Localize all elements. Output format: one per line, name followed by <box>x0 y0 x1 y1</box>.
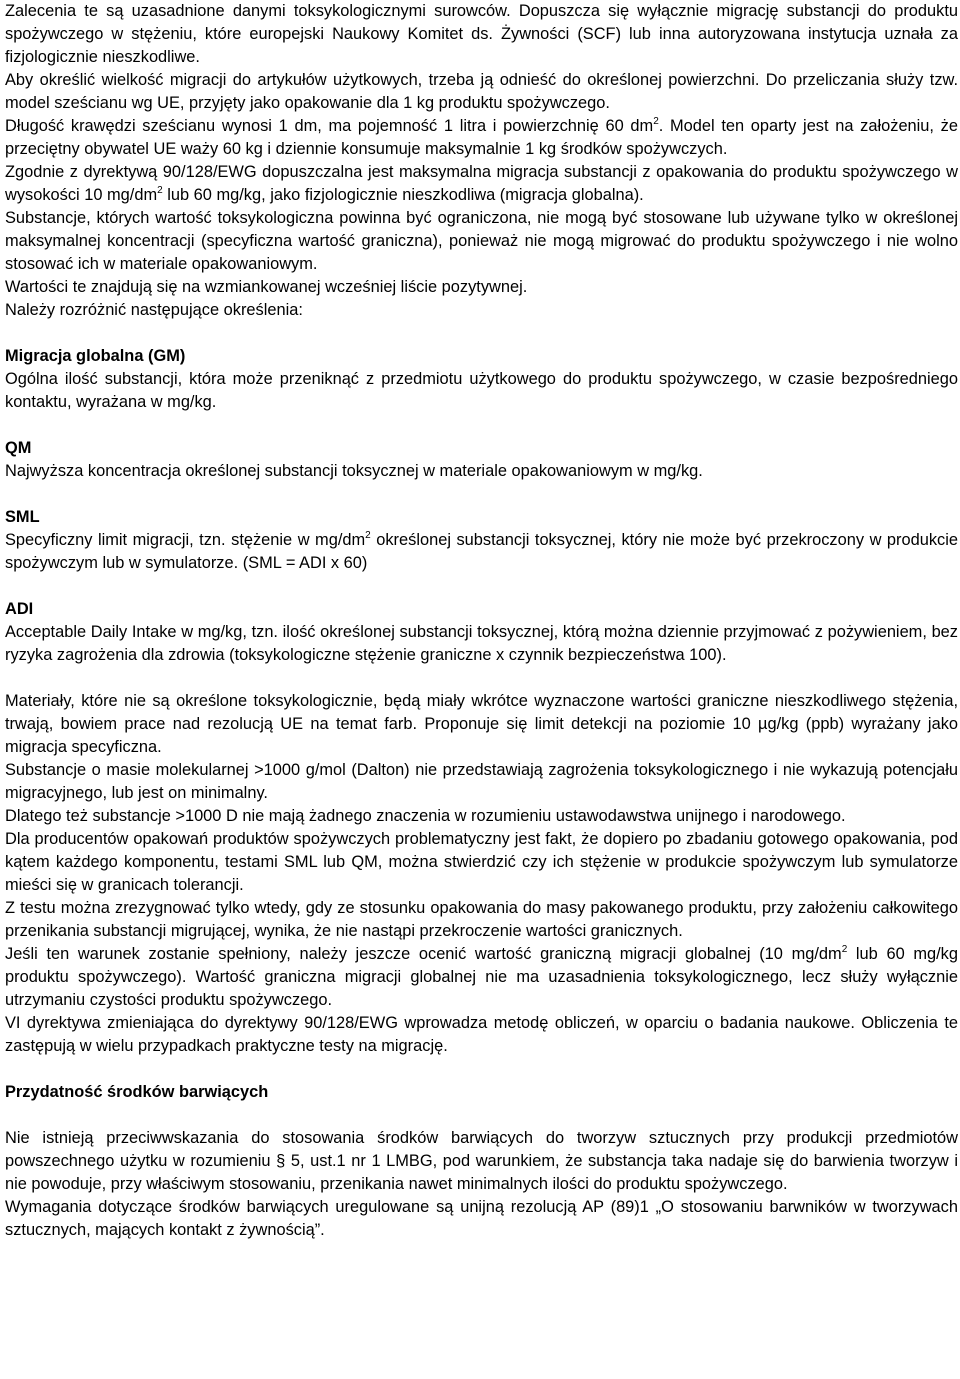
document-page <box>5 0 958 1242</box>
spacer <box>5 322 958 345</box>
spacer <box>5 667 958 690</box>
spacer <box>5 575 958 598</box>
paragraph-colorants-use: Nie istnieją przeciwwskazania do stosowania środków barwiących do tworzyw sztucznych przy produkcji przedmiotów powszechnego użytku w rozumieniu § 5, ust.1 nr 1 LMBG, pod warunkiem, że substancja taka nadaje się do barwienia tworzyw i nie powoduje, przy właściwym stosowaniu, przenikania nawet minimalnych ilości do produktu spożywczego. <box>5 1129 958 1193</box>
text-run: Jeśli ten warunek zostanie spełniony, należy jeszcze ocenić wartość graniczną migracji globalnej (10 mg/dm <box>5 945 842 963</box>
superscript: 2 <box>157 185 163 196</box>
heading-qm: QM <box>5 439 32 457</box>
heading-adi: ADI <box>5 600 34 618</box>
paragraph-directive-amendment: VI dyrektywa zmieniająca do dyrektywy 90/128/EWG wprowadza metodę obliczeń, w oparciu o badania naukowe. Obliczenia te zastępują w wielu przypadkach praktyczne testy na migrację. <box>5 1014 958 1055</box>
definition-adi: Acceptable Daily Intake w mg/kg, tzn. ilość określonej substancji toksycznej, którą można dziennie przyjmować z pożywieniem, bez ryzyka zagrożenia dla zdrowia (toksykologiczne stężenie graniczne x czynnik bezpieczeństwa 100). <box>5 623 958 664</box>
superscript: 2 <box>365 530 371 541</box>
text-run: określonej substancji toksycznej, który nie może być przekroczony w produkcie spożywczym lub w symulatorze. (SML = ADI x 60) <box>5 531 958 572</box>
spacer <box>5 414 958 437</box>
text-run: . Model ten oparty jest na założeniu, że przeciętny obywatel UE waży 60 kg i dziennie konsumuje maksymalnie 1 kg środków spożywczych. <box>5 117 958 158</box>
paragraph-producers: Dla producentów opakowań produktów spożywczych problematyczny jest fakt, że dopiero po zbadaniu gotowego opakowania, pod kątem każdego komponentu, testami SML lub QM, można stwierdzić czy ich stężenie w produkcie spożywczym lub symulatorze mieści się w granicach tolerancji. <box>5 830 958 894</box>
paragraph-colorants-resolution: Wymagania dotyczące środków barwiących uregulowane są unijną rezolucją AP (89)1 „O stosowaniu barwników w tworzywach sztucznych, mających kontakt z żywnością”. <box>5 1198 958 1239</box>
text-run: Specyficzny limit migracji, tzn. stężenie w mg/dm <box>5 531 366 549</box>
heading-colorants: Przydatność środków barwiących <box>5 1083 269 1101</box>
paragraph-restricted-substances: Substancje, których wartość toksykologiczna powinna być ograniczona, nie mogą być stosowane lub używane tylko w określonej maksymalnej koncentracji (specyficzna wartość graniczna), ponieważ nie mogą migrować do produktu spożywczego i nie wolno stosować ich w materiale opakowaniowym. <box>5 209 958 273</box>
heading-global-migration: Migracja globalna (GM) <box>5 347 186 365</box>
text-run: Zgodnie z dyrektywą 90/128/EWG dopuszczalna jest maksymalna migracja substancji z opakowania do produktu spożywczego w wysokości 10 mg/dm <box>5 163 958 204</box>
paragraph-test-waiver: Z testu można zrezygnować tylko wtedy, gdy ze stosunku opakowania do masy pakowanego produktu, przy założeniu całkowitego przenikania substancji migrującej, wynika, że nie nastąpi przekroczenie wartości granicznych. <box>5 899 958 940</box>
spacer <box>5 1104 958 1127</box>
superscript: 2 <box>841 944 848 955</box>
definition-global-migration: Ogólna ilość substancji, która może przeniknąć z przedmiotu użytkowego do produktu spożywczego, w czasie bezpośredniego kontaktu, wyrażana w mg/kg. <box>5 370 958 411</box>
spacer <box>5 1058 958 1081</box>
paragraph-migration-surface: Aby określić wielkość migracji do artykułów użytkowych, trzeba ją odnieść do określonej powierzchni. Do przeliczania służy tzw. model sześcianu wg UE, przyjęty jako opakowanie dla 1 kg produktu spożywczego. <box>5 71 958 112</box>
paragraph-directive-limit <box>5 161 958 207</box>
paragraph-untested-materials: Materiały, które nie są określone toksykologicznie, będą miały wkrótce wyznaczone wartości graniczne nieszkodliwego stężenia, trwają, bowiem prace nad rezolucją UE na temat farb. Proponuje się limit detekcji na poziomie 10 µg/kg (ppb) wyrażany jako migracja specyficzna. <box>5 692 958 756</box>
paragraph-cube-model <box>5 115 958 161</box>
paragraph-definitions-intro: Należy rozróżnić następujące określenia: <box>5 301 303 319</box>
text-run: Długość krawędzi sześcianu wynosi 1 dm, ma pojemność 1 litra i powierzchnię 60 dm <box>5 117 654 135</box>
paragraph-legislation: Dlatego też substancje >1000 D nie mają żadnego znaczenia w rozumieniu ustawodawstwa unijnego i narodowego. <box>5 807 846 825</box>
spacer <box>5 483 958 506</box>
paragraph-positive-list: Wartości te znajdują się na wzmiankowanej wcześniej liście pozytywnej. <box>5 278 528 296</box>
paragraph-global-limit <box>5 943 958 1012</box>
text-run: lub 60 mg/kg produktu spożywczego). Wartość graniczna migracji globalnej nie ma uzasadnienia toksykologicznego, lecz służy wyłącznie utrzymaniu czystości produktu spożywczego. <box>5 945 958 1009</box>
definition-qm: Najwyższa koncentracja określonej substancji toksycznej w materiale opakowaniowym w mg/kg. <box>5 462 703 480</box>
text-run: lub 60 mg/kg, jako fizjologicznie nieszkodliwa (migracja globalna). <box>162 186 644 204</box>
heading-sml: SML <box>5 508 40 526</box>
definition-sml <box>5 529 958 575</box>
paragraph-molecular-mass: Substancje o masie molekularnej >1000 g/mol (Dalton) nie przedstawiają zagrożenia toksykologicznego i nie wykazują potencjału migracyjnego, lub jest on minimalny. <box>5 761 958 802</box>
superscript: 2 <box>653 116 659 127</box>
paragraph-toxicology-recommendations: Zalecenia te są uzasadnione danymi toksykologicznymi surowców. Dopuszcza się wyłącznie migrację substancji do produktu spożywczego w stężeniu, które europejski Naukowy Komitet ds. Żywności (SCF) lub inna autoryzowana instytucja uznała za fizjologicznie nieszkodliwe. <box>5 2 958 66</box>
